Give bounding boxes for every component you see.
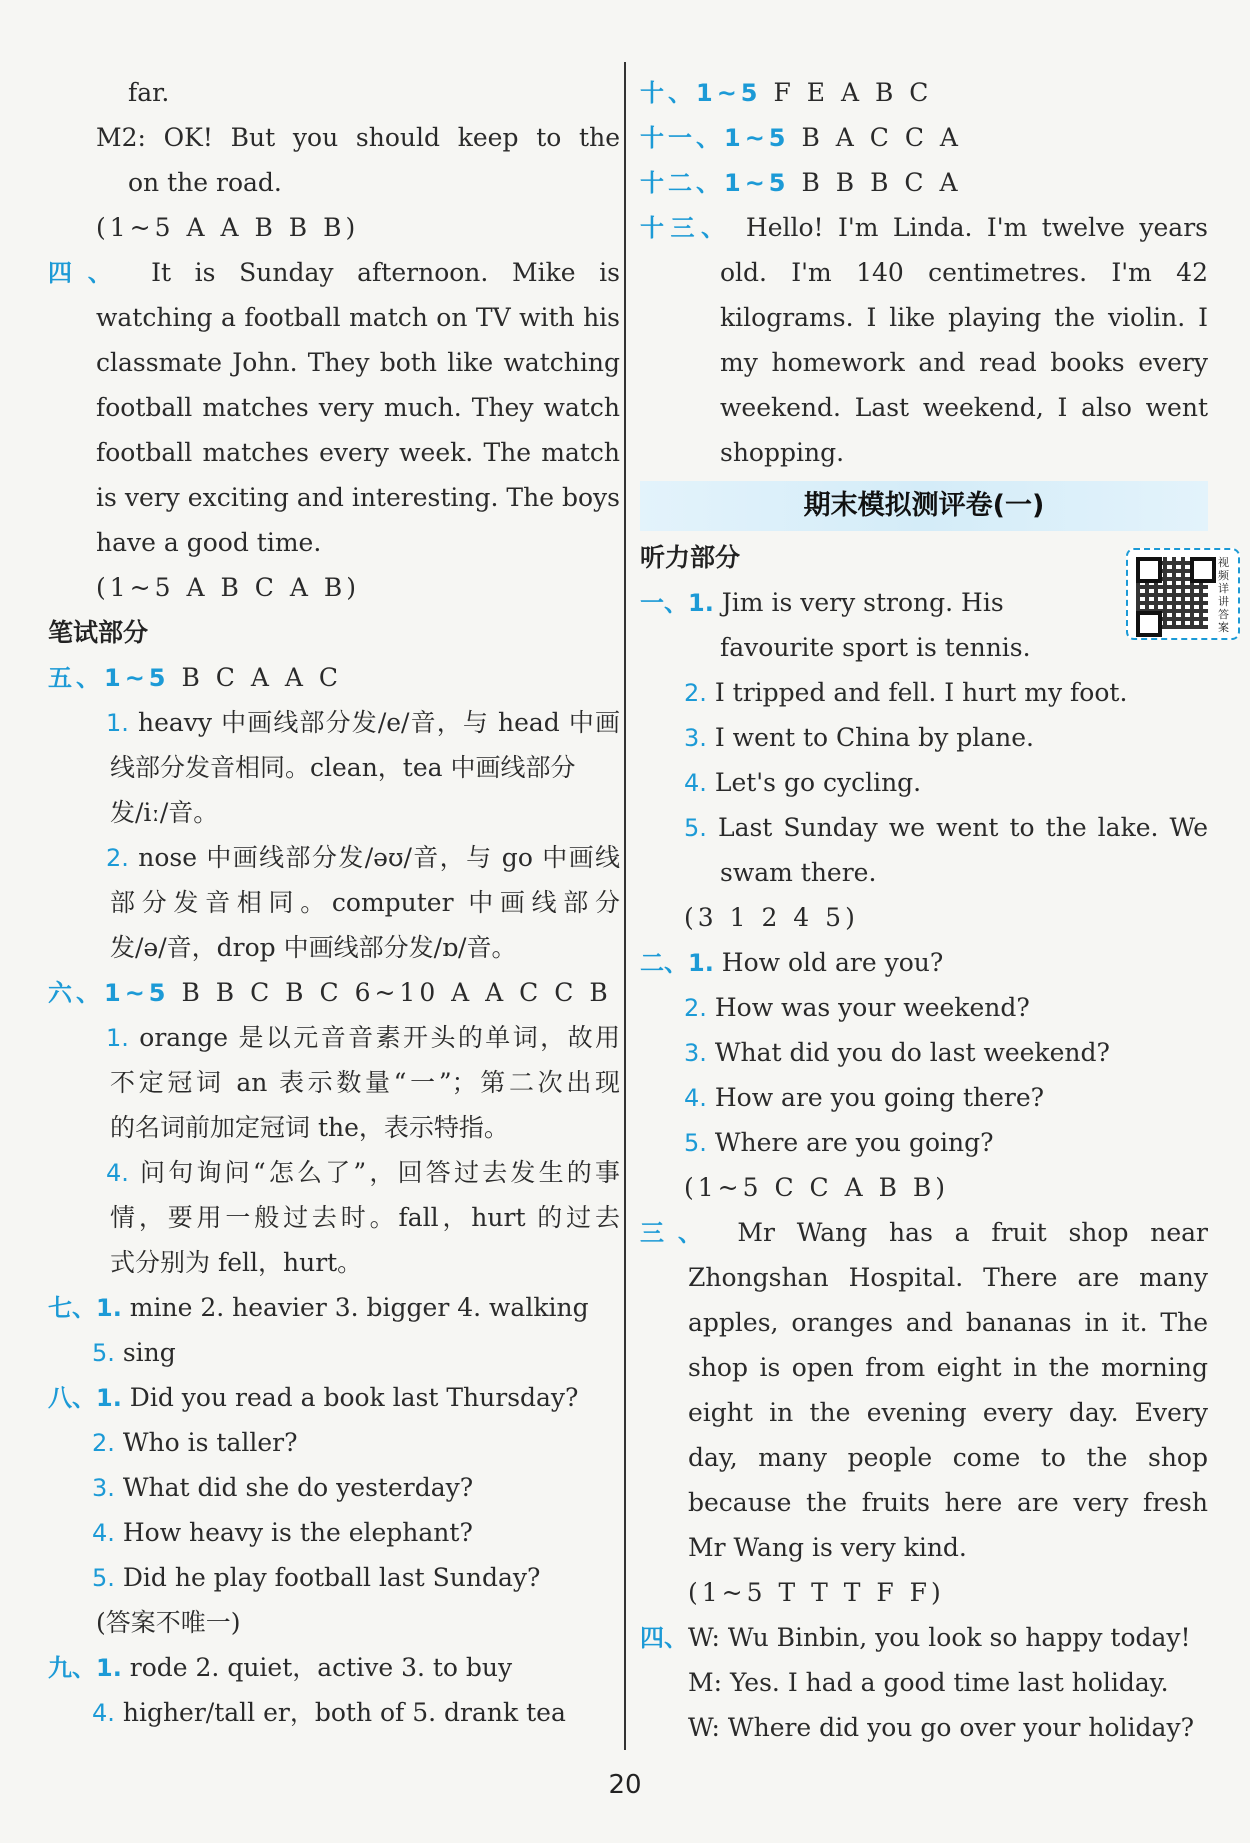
item-number: 2. (92, 1429, 115, 1457)
line-text: 不定冠词 an 表示数量“一”；第二次出现 (110, 1068, 620, 1097)
line-text: football matches very much. They watch (96, 393, 620, 422)
question-marker: 一、1. (640, 589, 714, 617)
item-number: 5. (92, 1339, 115, 1367)
text-line (640, 715, 1208, 760)
item-number: 3. (684, 1039, 707, 1067)
item-number: 3. (684, 724, 707, 752)
text-line (640, 340, 1208, 385)
text-line (640, 580, 1208, 625)
text-line (640, 385, 1208, 430)
line-text: rode 2. quiet，active 3. to buy (121, 1653, 513, 1682)
text-line (640, 1345, 1208, 1390)
text-line (640, 1390, 1208, 1435)
text-line (640, 1480, 1208, 1525)
line-text: (1~5 C C A B B) (684, 1173, 950, 1202)
section-title: 期末模拟测评卷(一) (803, 490, 1045, 521)
item-number: 5. (92, 1564, 115, 1592)
text-line (640, 1165, 1208, 1210)
line-text: Mr Wang has a fruit shop near (715, 1218, 1208, 1247)
text-line (640, 985, 1208, 1030)
line-text: Hello! I'm Linda. I'm twelve years (731, 213, 1208, 242)
text-line (640, 535, 1208, 580)
text-line (640, 1030, 1208, 1075)
text-line (640, 625, 1208, 670)
line-text: (1~5 T T T F F) (688, 1578, 945, 1607)
question-marker: 六、1~5 (48, 979, 170, 1007)
line-text: sing (114, 1338, 176, 1367)
text-line (640, 1705, 1208, 1750)
part-heading: 笔试部分 (48, 618, 149, 647)
text-line (640, 1660, 1208, 1705)
line-text: 问句询问“怎么了”，回答过去发生的事 (128, 1158, 620, 1187)
qr-corner-icon (1190, 557, 1216, 583)
text-line (640, 805, 1208, 850)
text-line (48, 1555, 620, 1600)
line-text: M2: OK! But you should keep to the (96, 123, 620, 152)
item-number: 4. (684, 1084, 707, 1112)
line-text: Mr Wang is very kind. (688, 1533, 967, 1562)
text-line (48, 565, 620, 610)
qr-code[interactable] (1126, 548, 1240, 640)
question-marker: 七、1. (48, 1294, 122, 1322)
text-line (48, 1015, 620, 1060)
qr-label: 视频详讲答案 (1218, 556, 1229, 634)
line-text: Jim is very strong. His (713, 588, 1004, 617)
question-marker: 三、 (640, 1219, 716, 1247)
line-text: orange 是以元音音素开头的单词，故用 (128, 1023, 620, 1052)
text-line (640, 1570, 1208, 1615)
line-text: on the road. (128, 168, 282, 197)
text-line (48, 1600, 620, 1645)
left-column (48, 70, 620, 1735)
line-text: football matches every week. The match (96, 438, 620, 467)
text-line (640, 1525, 1208, 1570)
page-number: 20 (608, 1770, 642, 1800)
line-text: watching a football match on TV with his (96, 303, 620, 332)
item-number: 2. (684, 994, 707, 1022)
text-line (48, 475, 620, 520)
line-text: How are you going there? (706, 1083, 1045, 1112)
text-line (640, 430, 1208, 475)
text-line (48, 520, 620, 565)
line-text: heavy 中画线部分发/e/音，与 head 中画 (128, 708, 620, 737)
text-line (48, 745, 620, 790)
item-number: 5. (684, 814, 707, 842)
text-line (48, 295, 620, 340)
part-heading: 听力部分 (640, 543, 741, 572)
right-column (640, 70, 1208, 1750)
line-text: mine 2. heavier 3. bigger 4. walking (121, 1293, 589, 1322)
line-text: 部分发音相同。computer 中画线部分 (110, 888, 620, 917)
line-text: is very exciting and interesting. The boys (96, 483, 620, 512)
line-text: (1~5 A B C A B) (96, 573, 360, 602)
line-text: weekend. Last weekend, I also went (720, 393, 1208, 422)
section-banner (640, 481, 1208, 531)
text-line (48, 610, 620, 655)
line-text: my homework and read books every (720, 348, 1208, 377)
line-text: F E A B C (761, 78, 933, 107)
item-number: 5. (684, 1129, 707, 1157)
line-text: nose 中画线部分发/əʊ/音，与 go 中画线 (128, 843, 620, 872)
line-text: old. I'm 140 centimetres. I'm 42 (720, 258, 1208, 287)
line-text: favourite sport is tennis. (720, 633, 1031, 662)
line-text: Last Sunday we went to the lake. We (706, 813, 1208, 842)
line-text: (答案不唯一) (96, 1608, 241, 1637)
line-text: eight in the evening every day. Every (688, 1398, 1208, 1427)
line-text: I went to China by plane. (706, 723, 1035, 752)
item-number: 4. (106, 1159, 129, 1187)
text-line (48, 1330, 620, 1375)
line-text: W: Wu Binbin, you look so happy today! (688, 1623, 1191, 1652)
text-line (48, 655, 620, 700)
text-line (640, 205, 1208, 250)
line-text: shop is open from eight in the morning (688, 1353, 1208, 1382)
text-line (640, 1435, 1208, 1480)
line-text: Zhongshan Hospital. There are many (688, 1263, 1208, 1292)
line-text: (1~5 A A B B B) (96, 213, 360, 242)
question-marker: 五、1~5 (48, 664, 170, 692)
text-line (640, 250, 1208, 295)
text-line (48, 1645, 620, 1690)
text-line (640, 115, 1208, 160)
qr-corner-icon (1136, 557, 1162, 583)
line-text: kilograms. I like playing the violin. I (720, 303, 1208, 332)
line-text: 线部分发音相同。clean，tea 中画线部分 (110, 753, 576, 782)
line-text: classmate John. They both like watching (96, 348, 620, 377)
item-number: 2. (684, 679, 707, 707)
text-line (48, 1105, 620, 1150)
text-line (640, 1210, 1208, 1255)
question-marker: 十二、1~5 (640, 169, 790, 197)
line-text: far. (128, 78, 170, 107)
line-text: B B C B C 6~10 A A C C B (169, 978, 612, 1007)
text-line (640, 940, 1208, 985)
line-text: Who is taller? (114, 1428, 298, 1457)
text-line (48, 1420, 620, 1465)
question-marker: 十三、 (640, 214, 732, 242)
text-line (640, 760, 1208, 805)
text-line (48, 250, 620, 295)
line-text: How heavy is the elephant? (114, 1518, 473, 1547)
line-text: have a good time. (96, 528, 322, 557)
text-line (48, 115, 620, 160)
question-marker: 九、1. (48, 1654, 122, 1682)
line-text: B C A A C (169, 663, 342, 692)
item-number: 2. (106, 844, 129, 872)
text-line (48, 1195, 620, 1240)
text-line (48, 790, 620, 835)
text-line (48, 1150, 620, 1195)
item-number: 1. (106, 709, 129, 737)
question-marker: 十、1~5 (640, 79, 762, 107)
line-text: apples, oranges and bananas in it. The (688, 1308, 1208, 1337)
line-text: 的名词前加定冠词 the，表示特指。 (110, 1113, 509, 1142)
line-text: B B B C A (789, 168, 962, 197)
line-text: swam there. (720, 858, 877, 887)
question-marker: 四、 (48, 259, 128, 287)
line-text: I tripped and fell. I hurt my foot. (706, 678, 1128, 707)
text-line (48, 970, 620, 1015)
line-text: Did you read a book last Thursday? (121, 1383, 579, 1412)
text-line (640, 70, 1208, 115)
column-divider (624, 62, 626, 1750)
item-number: 1. (106, 1024, 129, 1052)
line-text: What did you do last weekend? (706, 1038, 1110, 1067)
text-line (640, 1255, 1208, 1300)
line-text: Let's go cycling. (706, 768, 922, 797)
item-number: 4. (684, 769, 707, 797)
text-line (48, 1240, 620, 1285)
line-text: Where are you going? (706, 1128, 994, 1157)
text-line (48, 700, 620, 745)
line-text: 发/iː/音。 (110, 798, 219, 827)
line-text: How old are you? (713, 948, 944, 977)
line-text: Did he play football last Sunday? (114, 1563, 541, 1592)
question-marker: 四、 (640, 1624, 688, 1652)
line-text: It is Sunday afternoon. Mike is (127, 258, 620, 287)
text-line (640, 670, 1208, 715)
line-text: higher/tall er，both of 5. drank tea (114, 1698, 566, 1727)
text-line (640, 850, 1208, 895)
text-line (48, 880, 620, 925)
item-number: 4. (92, 1699, 115, 1727)
text-line (48, 1690, 620, 1735)
line-text: day, many people come to the shop (688, 1443, 1208, 1472)
line-text: because the fruits here are very fresh (688, 1488, 1208, 1517)
text-line (48, 385, 620, 430)
question-marker: 八、1. (48, 1384, 122, 1412)
item-number: 4. (92, 1519, 115, 1547)
text-line (48, 70, 620, 115)
text-line (48, 430, 620, 475)
text-line (48, 1285, 620, 1330)
qr-corner-icon (1136, 611, 1162, 637)
line-text: 情，要用一般过去时。fall，hurt 的过去 (110, 1203, 620, 1232)
line-text: (3 1 2 4 5) (684, 903, 859, 932)
text-line (640, 1615, 1208, 1660)
line-text: shopping. (720, 438, 845, 467)
text-line (48, 1465, 620, 1510)
text-line (48, 160, 620, 205)
text-line (640, 1075, 1208, 1120)
text-line (640, 160, 1208, 205)
text-line (640, 1300, 1208, 1345)
line-text: M: Yes. I had a good time last holiday. (688, 1668, 1169, 1697)
line-text: How was your weekend? (706, 993, 1030, 1022)
text-line (48, 340, 620, 385)
text-line (640, 1120, 1208, 1165)
text-line (48, 205, 620, 250)
text-line (48, 1510, 620, 1555)
line-text: What did she do yesterday? (114, 1473, 474, 1502)
line-text: B A C C A (789, 123, 962, 152)
line-text: W: Where did you go over your holiday? (688, 1713, 1194, 1742)
text-line (48, 835, 620, 880)
item-number: 3. (92, 1474, 115, 1502)
text-line (48, 925, 620, 970)
text-line (48, 1375, 620, 1420)
line-text: 发/ə/音，drop 中画线部分发/ɒ/音。 (110, 933, 517, 962)
text-line (640, 295, 1208, 340)
line-text: 式分别为 fell，hurt。 (110, 1248, 363, 1277)
question-marker: 二、1. (640, 949, 714, 977)
text-line (640, 895, 1208, 940)
question-marker: 十一、1~5 (640, 124, 790, 152)
text-line (48, 1060, 620, 1105)
